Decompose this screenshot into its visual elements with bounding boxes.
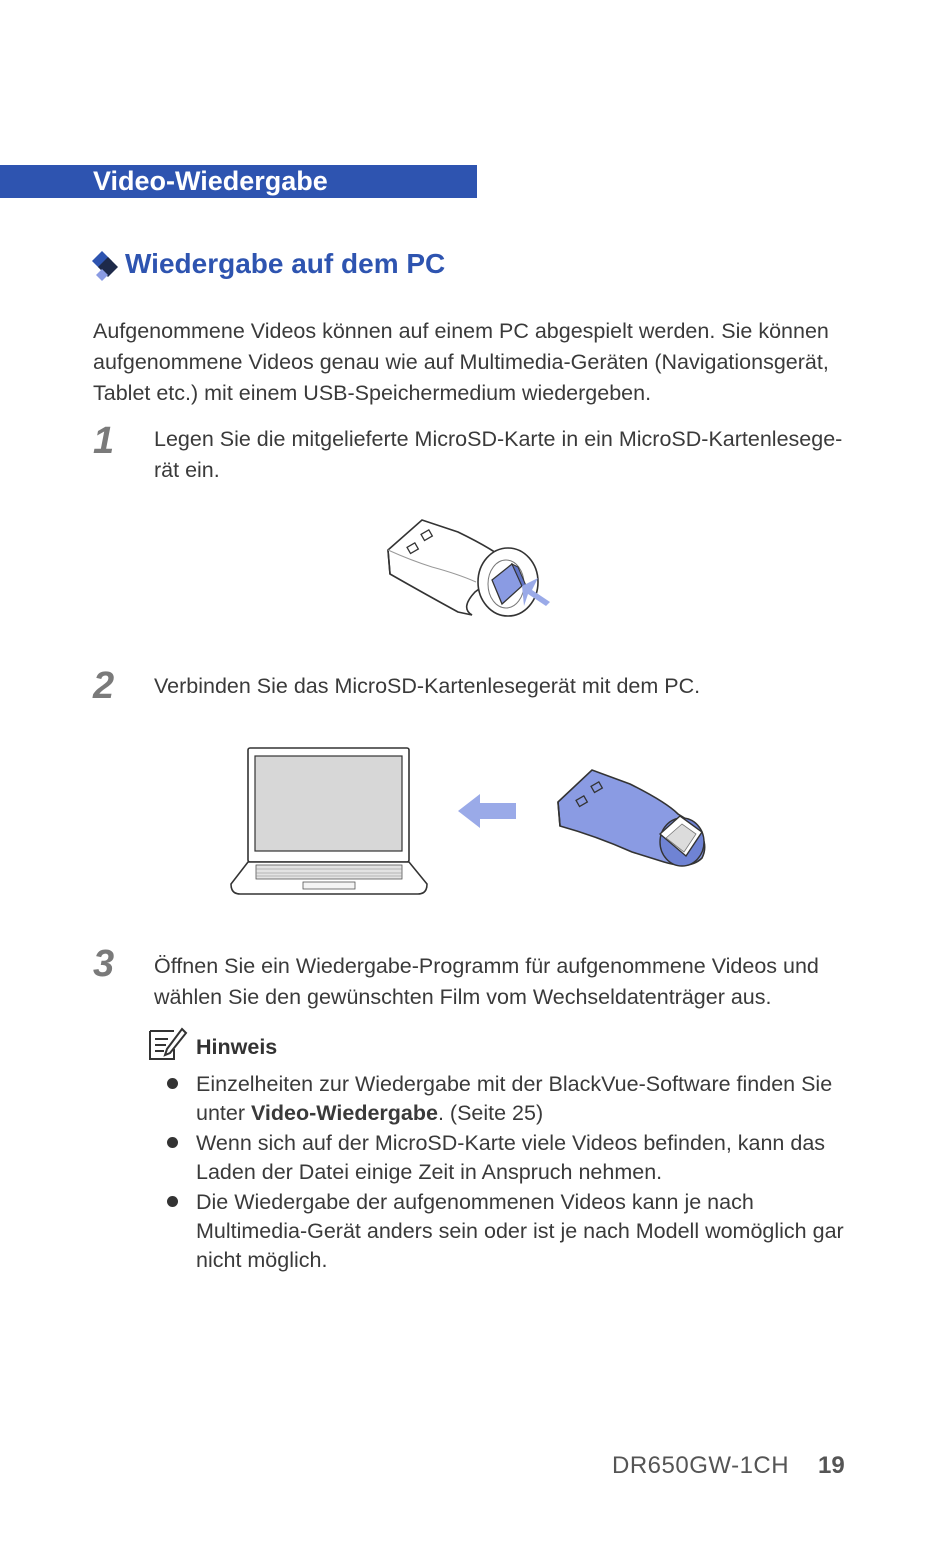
step-text: Öffnen Sie ein Wiedergabe-Programm für aufgenommene Videos und wählen Sie den gewünschten Film vom Wechseldatenträger aus.	[154, 954, 819, 1009]
note-bullet-list	[196, 1070, 846, 1276]
step-number: 2	[93, 665, 115, 707]
note-bullet: Einzelheiten zur Wiedergabe mit der BlackVue-Software finden Sie unter Video-Wiedergabe. (Seite 25)	[196, 1070, 846, 1128]
bullet-dot	[167, 1196, 178, 1207]
subsection-title: Wiedergabe auf dem PC	[125, 248, 446, 279]
step-number: 1	[93, 420, 115, 462]
page-number: 19	[818, 1452, 845, 1479]
note-bullet: Die Wiedergabe der aufgenommenen Videos kann je nach Multimedia-Gerät anders sein oder ist je nach Modell womöglich gar nicht möglich.	[196, 1188, 846, 1275]
note-title: Hinweis	[196, 1035, 278, 1059]
left-arrow-icon	[458, 794, 518, 828]
bullet-dot	[167, 1078, 178, 1089]
card-reader-insert-illustration	[380, 512, 560, 622]
cross-reference-link: Video-Wiedergabe	[250, 1101, 438, 1125]
footer-model-name: DR650GW-1CH	[612, 1452, 790, 1479]
note-bullet: Wenn sich auf der MicroSD-Karte viele Videos befinden, kann das Laden der Datei einige Zeit in Anspruch nehmen.	[196, 1129, 846, 1187]
note-pencil-icon	[148, 1027, 188, 1063]
bullet-dot	[167, 1137, 178, 1148]
diamond-bullet-icon	[92, 249, 118, 281]
card-reader-illustration	[552, 762, 722, 872]
step-number: 3	[93, 943, 115, 985]
step-text: Verbinden Sie das MicroSD-Kartenlesegerät mit dem PC.	[154, 674, 701, 698]
intro-paragraph: Aufgenommene Videos können auf einem PC abgespielt werden. Sie können aufgenommene Videos genau wie auf Multimedia-Geräten (Navigationsgerät, Tablet etc.) mit einem USB-Speichermedium wiedergeben.	[93, 319, 829, 405]
section-title: Video-Wiedergabe	[93, 166, 328, 196]
step-text: Legen Sie die mitgelieferte MicroSD-Karte in ein MicroSD-Kartenlesege-rät ein.	[154, 427, 843, 482]
laptop-illustration	[228, 744, 430, 896]
